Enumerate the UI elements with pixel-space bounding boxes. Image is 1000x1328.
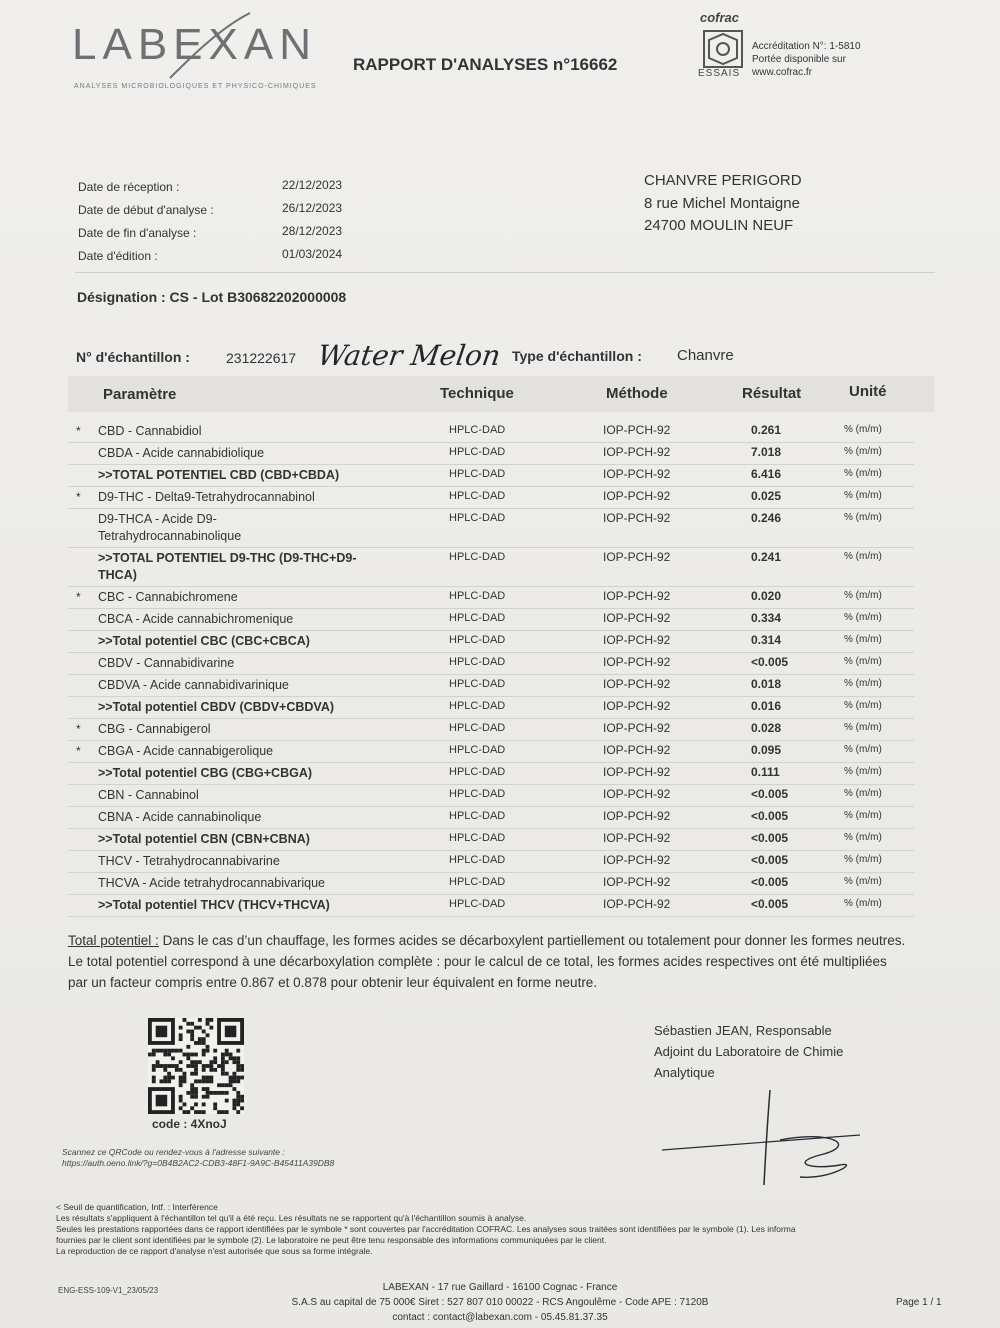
signatory-line: Analytique xyxy=(654,1065,715,1080)
row-technique: HPLC-DAD xyxy=(449,551,506,563)
table-row xyxy=(68,806,914,829)
col-header-parametre: Paramètre xyxy=(103,386,177,403)
row-unite: % (m/m) xyxy=(844,424,882,435)
row-methode: IOP-PCH-92 xyxy=(603,809,671,823)
row-technique: HPLC-DAD xyxy=(449,744,506,756)
designation: Désignation : CS - Lot B30682202000008 xyxy=(77,289,347,305)
document-code: ENG-ESS-109-V1_23/05/23 xyxy=(58,1286,159,1295)
date-label: Date de début d'analyse : xyxy=(78,203,214,217)
total-potentiel-note xyxy=(68,930,908,993)
row-methode: IOP-PCH-92 xyxy=(603,655,671,669)
accreditation-line: Accréditation N°: 1-5810 xyxy=(752,41,861,52)
row-unite: % (m/m) xyxy=(844,512,882,523)
accreditation-line: Portée disponible sur xyxy=(752,54,846,65)
col-header-unite: Unité xyxy=(849,383,887,400)
row-parameter: THCVA - Acide tetrahydrocannabivarique xyxy=(98,876,325,890)
table-row xyxy=(68,486,914,509)
footer-line: contact : contact@labexan.com - 05.45.81.37.35 xyxy=(392,1312,608,1323)
row-methode: IOP-PCH-92 xyxy=(603,633,671,647)
signatory-line: Sébastien JEAN, Responsable xyxy=(654,1023,832,1038)
sample-number: 231222617 xyxy=(226,350,297,366)
qr-code-icon[interactable] xyxy=(148,1018,244,1114)
row-methode: IOP-PCH-92 xyxy=(603,550,671,564)
row-methode: IOP-PCH-92 xyxy=(603,445,671,459)
logo-swoosh-icon xyxy=(150,8,260,83)
row-resultat: <0.005 xyxy=(751,853,789,867)
divider xyxy=(75,272,935,273)
accreditation-line: www.cofrac.fr xyxy=(752,67,813,78)
row-methode: IOP-PCH-92 xyxy=(603,787,671,801)
row-resultat: 0.016 xyxy=(751,699,782,713)
handwritten-signature xyxy=(660,1085,880,1195)
row-star-marker: * xyxy=(76,590,81,604)
row-unite: % (m/m) xyxy=(844,634,882,645)
row-parameter: CBDV - Cannabidivarine xyxy=(98,656,235,670)
cofrac-logo-text: cofrac xyxy=(700,10,740,25)
row-unite: % (m/m) xyxy=(844,766,882,777)
row-parameter: D9-THC - Delta9-Tetrahydrocannabinol xyxy=(98,490,315,504)
table-row xyxy=(68,894,914,917)
client-name: CHANVRE PERIGORD xyxy=(644,172,802,189)
row-unite: % (m/m) xyxy=(844,876,882,887)
row-parameter: CBD - Cannabidiol xyxy=(98,424,202,438)
table-row xyxy=(68,442,914,465)
row-parameter: >>Total potentiel CBDV (CBDV+CBDVA) xyxy=(98,700,335,714)
row-technique: HPLC-DAD xyxy=(449,656,506,668)
client-city: 24700 MOULIN NEUF xyxy=(644,217,794,234)
row-resultat: 0.334 xyxy=(751,611,782,625)
table-row xyxy=(68,718,914,741)
row-parameter: CBG - Cannabigerol xyxy=(98,722,211,736)
row-technique: HPLC-DAD xyxy=(449,788,506,800)
row-resultat: <0.005 xyxy=(751,897,789,911)
row-resultat: 0.241 xyxy=(751,550,782,564)
row-technique: HPLC-DAD xyxy=(449,722,506,734)
table-row xyxy=(68,762,914,785)
row-methode: IOP-PCH-92 xyxy=(603,897,671,911)
row-star-marker: * xyxy=(76,722,81,736)
labexan-logo: LABEXAN xyxy=(72,20,317,69)
row-resultat: 0.028 xyxy=(751,721,782,735)
row-parameter: CBDVA - Acide cannabidivarinique xyxy=(98,678,289,692)
row-methode: IOP-PCH-92 xyxy=(603,611,671,625)
row-methode: IOP-PCH-92 xyxy=(603,743,671,757)
row-unite: % (m/m) xyxy=(844,722,882,733)
row-technique: HPLC-DAD xyxy=(449,590,506,602)
fine-print-line: < Seuil de quantification, Intf. : Interférence xyxy=(56,1202,218,1212)
row-star-marker: * xyxy=(76,490,81,504)
client-address: 8 rue Michel Montaigne xyxy=(644,195,800,212)
row-parameter: CBN - Cannabinol xyxy=(98,788,199,802)
row-unite: % (m/m) xyxy=(844,490,882,501)
row-technique: HPLC-DAD xyxy=(449,876,506,888)
row-technique: HPLC-DAD xyxy=(449,766,506,778)
row-resultat: 0.095 xyxy=(751,743,782,757)
fine-print xyxy=(56,1202,956,1257)
row-unite: % (m/m) xyxy=(844,744,882,755)
date-label: Date d'édition : xyxy=(78,249,158,263)
row-parameter: CBC - Cannabichromene xyxy=(98,590,238,604)
table-row xyxy=(68,547,914,587)
row-methode: IOP-PCH-92 xyxy=(603,677,671,691)
row-unite: % (m/m) xyxy=(844,551,882,562)
table-row xyxy=(68,740,914,763)
row-parameter: >>Total potentiel CBG (CBG+CBGA) xyxy=(98,766,313,780)
row-technique: HPLC-DAD xyxy=(449,424,506,436)
fine-print-line: fournies par le client sont identifiées par le symbole (2). Le laboratoire ne peut être tenu responsable des informations communiquées par le client. xyxy=(56,1235,607,1245)
note-text: Dans le cas d’un chauffage, les formes acides se décarboxylent partiellement ou totalement pour donner les formes neutres. Le total potentiel correspond à une décarboxylation complète : pour le calcul de ce total, les formes acides respectives ont été multipliées par un facteur compris entre 0.867 et 0.878 pour obtenir leur équivalent en forme neutre. xyxy=(68,933,906,990)
footer xyxy=(250,1280,750,1325)
row-parameter: >>Total potentiel CBC (CBC+CBCA) xyxy=(98,634,310,648)
row-resultat: 7.018 xyxy=(751,445,782,459)
row-parameter: CBGA - Acide cannabigerolique xyxy=(98,744,274,758)
row-methode: IOP-PCH-92 xyxy=(603,511,671,525)
row-parameter: >>Total potentiel CBN (CBN+CBNA) xyxy=(98,832,310,846)
row-technique: HPLC-DAD xyxy=(449,612,506,624)
footer-line: S.A.S au capital de 75 000€ Siret : 527 807 010 00022 - RCS Angoulême - Code APE : 7120B xyxy=(291,1297,709,1308)
row-resultat: <0.005 xyxy=(751,875,789,889)
row-resultat: 0.261 xyxy=(751,423,782,437)
col-header-resultat: Résultat xyxy=(742,385,802,402)
date-value: 22/12/2023 xyxy=(282,178,343,192)
row-resultat: <0.005 xyxy=(751,831,789,845)
row-unite: % (m/m) xyxy=(844,832,882,843)
row-unite: % (m/m) xyxy=(844,788,882,799)
row-resultat: 0.246 xyxy=(751,511,782,525)
row-unite: % (m/m) xyxy=(844,612,882,623)
row-methode: IOP-PCH-92 xyxy=(603,721,671,735)
row-parameter: CBCA - Acide cannabichromenique xyxy=(98,612,294,626)
row-parameter: CBDA - Acide cannabidiolique xyxy=(98,446,265,460)
row-parameter: CBNA - Acide cannabinolique xyxy=(98,810,262,824)
row-unite: % (m/m) xyxy=(844,678,882,689)
row-parameter: >>TOTAL POTENTIEL CBD (CBD+CBDA) xyxy=(98,468,340,482)
table-row xyxy=(68,586,914,609)
qr-url[interactable]: https://auth.oeno.link/?g=0B4B2AC2-CDB3-48F1-9A9C-B45411A39DB8 xyxy=(62,1158,335,1168)
qr-instruction-line: Scannez ce QRCode ou rendez-vous à l'adresse suivante : xyxy=(62,1147,285,1157)
row-parameter: >>TOTAL POTENTIEL D9-THC (D9-THC+D9-THCA) xyxy=(98,551,357,582)
row-technique: HPLC-DAD xyxy=(449,700,506,712)
row-resultat: 6.416 xyxy=(751,467,782,481)
date-value: 28/12/2023 xyxy=(282,224,343,238)
accreditation-info xyxy=(752,40,861,79)
row-technique: HPLC-DAD xyxy=(449,832,506,844)
table-row xyxy=(68,850,914,873)
row-resultat: <0.005 xyxy=(751,809,789,823)
cofrac-essais-label: ESSAIS xyxy=(698,68,741,79)
row-methode: IOP-PCH-92 xyxy=(603,423,671,437)
row-unite: % (m/m) xyxy=(844,854,882,865)
row-methode: IOP-PCH-92 xyxy=(603,467,671,481)
row-resultat: 0.018 xyxy=(751,677,782,691)
table-row xyxy=(68,696,914,719)
table-row xyxy=(68,872,914,895)
fine-print-line: Les résultats s'appliquent à l'échantillon tel qu'il a été reçu. Les résultats ne se rapportent qu'à l'échantillon soumis à analyse. xyxy=(56,1213,527,1223)
table-row xyxy=(68,420,914,443)
signatory xyxy=(654,1020,904,1083)
row-methode: IOP-PCH-92 xyxy=(603,699,671,713)
col-header-technique: Technique xyxy=(440,385,514,402)
row-parameter: THCV - Tetrahydrocannabivarine xyxy=(98,854,280,868)
row-unite: % (m/m) xyxy=(844,468,882,479)
table-row xyxy=(68,608,914,631)
sample-type-value: Chanvre xyxy=(677,347,734,364)
row-technique: HPLC-DAD xyxy=(449,490,506,502)
row-resultat: 0.111 xyxy=(751,765,780,779)
row-methode: IOP-PCH-92 xyxy=(603,765,671,779)
table-row xyxy=(68,784,914,807)
row-resultat: <0.005 xyxy=(751,787,789,801)
report-title: RAPPORT D'ANALYSES n°16662 xyxy=(353,55,618,74)
row-technique: HPLC-DAD xyxy=(449,810,506,822)
row-star-marker: * xyxy=(76,424,81,438)
row-unite: % (m/m) xyxy=(844,590,882,601)
row-resultat: 0.020 xyxy=(751,589,782,603)
signatory-line: Adjoint du Laboratoire de Chimie xyxy=(654,1044,844,1059)
row-technique: HPLC-DAD xyxy=(449,854,506,866)
qr-instructions xyxy=(62,1147,334,1169)
note-label: Total potentiel : xyxy=(68,933,159,948)
row-technique: HPLC-DAD xyxy=(449,468,506,480)
date-value: 26/12/2023 xyxy=(282,201,343,215)
sample-number-label: N° d'échantillon : xyxy=(76,349,190,365)
page-number: Page 1 / 1 xyxy=(896,1297,942,1308)
row-methode: IOP-PCH-92 xyxy=(603,875,671,889)
cofrac-logo-icon xyxy=(703,30,743,68)
row-unite: % (m/m) xyxy=(844,898,882,909)
handwritten-note: Water Melon xyxy=(315,339,503,372)
row-unite: % (m/m) xyxy=(844,700,882,711)
date-label: Date de fin d'analyse : xyxy=(78,226,197,240)
footer-line: LABEXAN - 17 rue Gaillard - 16100 Cognac - France xyxy=(382,1282,618,1293)
table-row xyxy=(68,630,914,653)
row-technique: HPLC-DAD xyxy=(449,634,506,646)
row-methode: IOP-PCH-92 xyxy=(603,489,671,503)
row-technique: HPLC-DAD xyxy=(449,678,506,690)
row-methode: IOP-PCH-92 xyxy=(603,853,671,867)
table-row xyxy=(68,508,914,548)
row-technique: HPLC-DAD xyxy=(449,512,506,524)
row-parameter: D9-THCA - Acide D9-Tetrahydrocannabinolique xyxy=(98,512,242,543)
row-methode: IOP-PCH-92 xyxy=(603,831,671,845)
col-header-methode: Méthode xyxy=(606,385,668,402)
sample-type-label: Type d'échantillon : xyxy=(512,348,642,364)
row-resultat: 0.025 xyxy=(751,489,782,503)
row-unite: % (m/m) xyxy=(844,446,882,457)
row-resultat: 0.314 xyxy=(751,633,782,647)
date-label: Date de réception : xyxy=(78,180,180,194)
fine-print-line: Seules les prestations rapportées dans ce rapport identifiées par le symbole * sont couvertes par l'accréditation COFRAC. Les analyses sous traitées sont identifiées par le symbole (1). Les informa xyxy=(56,1224,796,1234)
table-row xyxy=(68,464,914,487)
row-resultat: <0.005 xyxy=(751,655,789,669)
row-star-marker: * xyxy=(76,744,81,758)
table-row xyxy=(68,674,914,697)
row-methode: IOP-PCH-92 xyxy=(603,589,671,603)
date-value: 01/03/2024 xyxy=(282,247,343,261)
row-technique: HPLC-DAD xyxy=(449,446,506,458)
row-technique: HPLC-DAD xyxy=(449,898,506,910)
logo-subtitle: ANALYSES MICROBIOLOGIQUES ET PHYSICO-CHIMIQUES xyxy=(74,83,317,90)
row-unite: % (m/m) xyxy=(844,810,882,821)
table-row xyxy=(68,652,914,675)
row-parameter: >>Total potentiel THCV (THCV+THCVA) xyxy=(98,898,330,912)
qr-code-label: code : 4XnoJ xyxy=(152,1117,227,1131)
fine-print-line: La reproduction de ce rapport d'analyse n'est autorisée que sous sa forme intégrale. xyxy=(56,1246,373,1256)
row-unite: % (m/m) xyxy=(844,656,882,667)
table-row xyxy=(68,828,914,851)
